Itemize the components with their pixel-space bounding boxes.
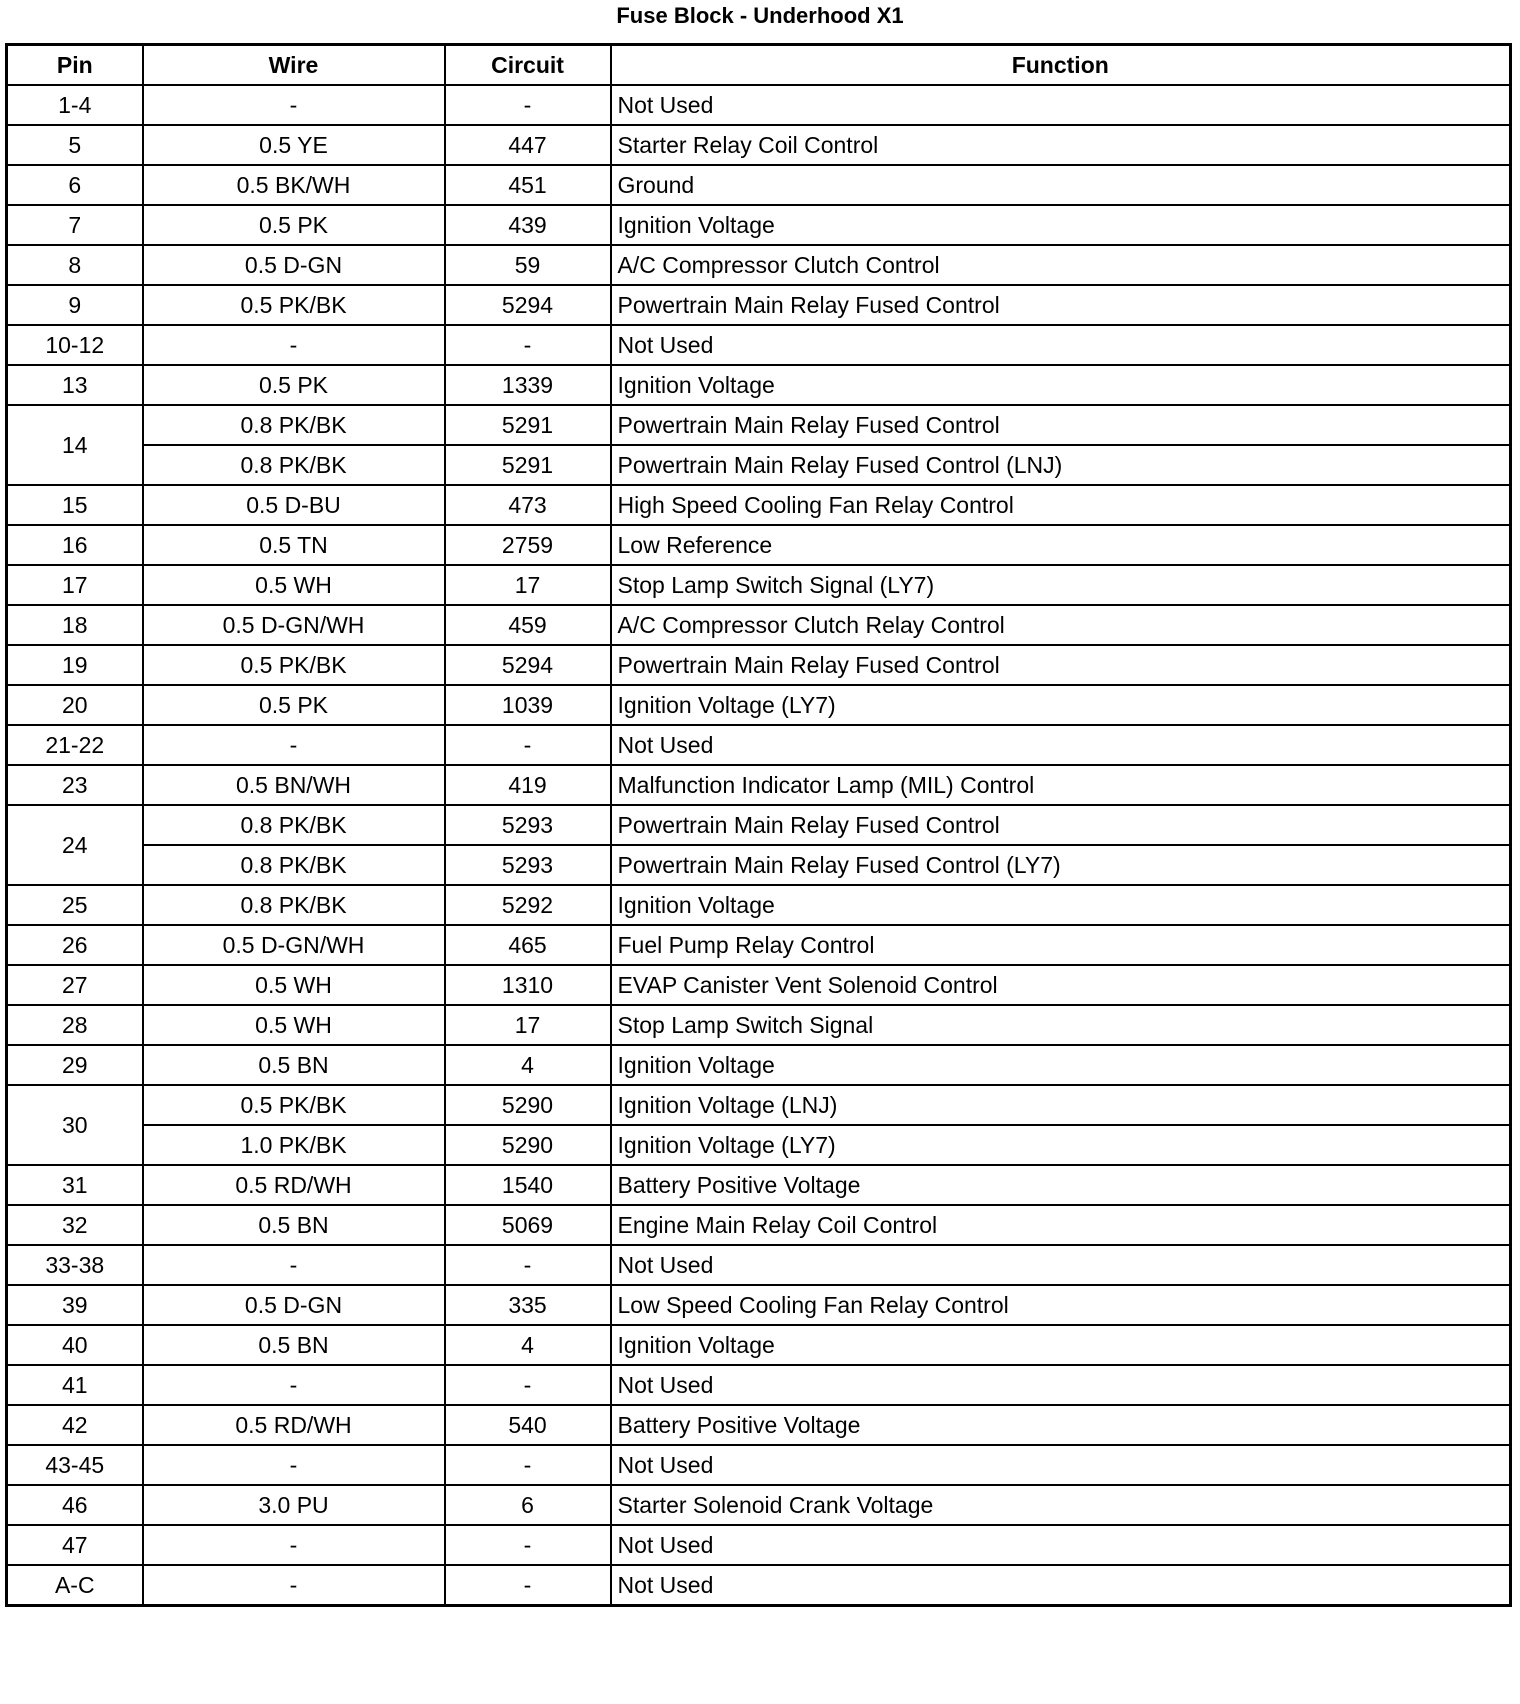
wire-cell: 0.5 D-GN <box>143 245 445 285</box>
wire-cell: 0.5 D-GN/WH <box>143 605 445 645</box>
circuit-cell: 5069 <box>445 1205 611 1245</box>
table-row <box>7 405 1511 445</box>
pin-cell: 20 <box>7 685 143 725</box>
table-row <box>7 1485 1511 1525</box>
wire-cell: 0.5 BN <box>143 1205 445 1245</box>
function-cell: Powertrain Main Relay Fused Control <box>611 805 1511 845</box>
wire-cell: 0.5 TN <box>143 525 445 565</box>
wire-cell: 1.0 PK/BK <box>143 1125 445 1165</box>
table-row <box>7 805 1511 845</box>
wire-cell: 0.5 RD/WH <box>143 1405 445 1445</box>
pin-cell: 17 <box>7 565 143 605</box>
header-circuit: Circuit <box>445 45 611 86</box>
circuit-cell: 17 <box>445 1005 611 1045</box>
function-cell: Ignition Voltage (LNJ) <box>611 1085 1511 1125</box>
table-row <box>7 605 1511 645</box>
pin-cell: 23 <box>7 765 143 805</box>
circuit-cell: 5293 <box>445 805 611 845</box>
wire-cell: 0.5 BN <box>143 1325 445 1365</box>
wire-cell: 0.5 PK <box>143 365 445 405</box>
pin-cell: 41 <box>7 1365 143 1405</box>
function-cell: Ignition Voltage <box>611 1045 1511 1085</box>
pin-cell: A-C <box>7 1565 143 1606</box>
table-row <box>7 365 1511 405</box>
circuit-cell: 540 <box>445 1405 611 1445</box>
table-row <box>7 445 1511 485</box>
function-cell: Not Used <box>611 85 1511 125</box>
pin-cell: 6 <box>7 165 143 205</box>
pin-cell: 13 <box>7 365 143 405</box>
table-row <box>7 1245 1511 1285</box>
wire-cell: 0.5 BN/WH <box>143 765 445 805</box>
wire-cell: 0.5 YE <box>143 125 445 165</box>
table-row <box>7 285 1511 325</box>
circuit-cell: 5290 <box>445 1125 611 1165</box>
table-row <box>7 565 1511 605</box>
table-row <box>7 1405 1511 1445</box>
circuit-cell: 1540 <box>445 1165 611 1205</box>
circuit-cell: 2759 <box>445 525 611 565</box>
function-cell: Ignition Voltage <box>611 885 1511 925</box>
pin-cell: 33-38 <box>7 1245 143 1285</box>
table-row <box>7 245 1511 285</box>
wire-cell: 0.5 PK/BK <box>143 1085 445 1125</box>
circuit-cell: - <box>445 85 611 125</box>
function-cell: EVAP Canister Vent Solenoid Control <box>611 965 1511 1005</box>
table-row <box>7 965 1511 1005</box>
wire-cell: 0.8 PK/BK <box>143 885 445 925</box>
function-cell: Malfunction Indicator Lamp (MIL) Control <box>611 765 1511 805</box>
function-cell: Ignition Voltage (LY7) <box>611 1125 1511 1165</box>
circuit-cell: 5290 <box>445 1085 611 1125</box>
pin-cell: 7 <box>7 205 143 245</box>
circuit-cell: - <box>445 725 611 765</box>
table-row <box>7 205 1511 245</box>
pin-cell: 26 <box>7 925 143 965</box>
pin-cell: 39 <box>7 1285 143 1325</box>
wire-cell: - <box>143 1365 445 1405</box>
pin-cell: 32 <box>7 1205 143 1245</box>
pin-cell: 10-12 <box>7 325 143 365</box>
table-row <box>7 165 1511 205</box>
circuit-cell: - <box>445 1365 611 1405</box>
circuit-cell: 59 <box>445 245 611 285</box>
function-cell: A/C Compressor Clutch Relay Control <box>611 605 1511 645</box>
function-cell: Powertrain Main Relay Fused Control <box>611 285 1511 325</box>
function-cell: Ground <box>611 165 1511 205</box>
circuit-cell: - <box>445 1445 611 1485</box>
function-cell: Ignition Voltage <box>611 365 1511 405</box>
circuit-cell: 1339 <box>445 365 611 405</box>
pin-cell: 47 <box>7 1525 143 1565</box>
circuit-cell: 5292 <box>445 885 611 925</box>
circuit-cell: 473 <box>445 485 611 525</box>
function-cell: Low Speed Cooling Fan Relay Control <box>611 1285 1511 1325</box>
wire-cell: 0.8 PK/BK <box>143 445 445 485</box>
pin-cell: 24 <box>7 805 143 885</box>
circuit-cell: 6 <box>445 1485 611 1525</box>
circuit-cell: 5294 <box>445 645 611 685</box>
pin-cell: 46 <box>7 1485 143 1525</box>
wire-cell: 0.5 PK <box>143 205 445 245</box>
pin-cell: 30 <box>7 1085 143 1165</box>
function-cell: Ignition Voltage (LY7) <box>611 685 1511 725</box>
circuit-cell: 5294 <box>445 285 611 325</box>
table-row <box>7 1045 1511 1085</box>
pin-cell: 1-4 <box>7 85 143 125</box>
wire-cell: 0.5 PK/BK <box>143 645 445 685</box>
table-row <box>7 85 1511 125</box>
wire-cell: 0.5 WH <box>143 565 445 605</box>
table-row <box>7 725 1511 765</box>
pin-cell: 8 <box>7 245 143 285</box>
pin-cell: 5 <box>7 125 143 165</box>
table-row <box>7 925 1511 965</box>
table-row <box>7 765 1511 805</box>
function-cell: Not Used <box>611 1565 1511 1606</box>
pin-cell: 25 <box>7 885 143 925</box>
function-cell: Not Used <box>611 1525 1511 1565</box>
function-cell: Powertrain Main Relay Fused Control <box>611 645 1511 685</box>
circuit-cell: 335 <box>445 1285 611 1325</box>
function-cell: Starter Solenoid Crank Voltage <box>611 1485 1511 1525</box>
wire-cell: 0.5 D-GN/WH <box>143 925 445 965</box>
wire-cell: 0.8 PK/BK <box>143 405 445 445</box>
function-cell: Not Used <box>611 1245 1511 1285</box>
circuit-cell: 1310 <box>445 965 611 1005</box>
table-row <box>7 885 1511 925</box>
table-row <box>7 845 1511 885</box>
function-cell: Powertrain Main Relay Fused Control <box>611 405 1511 445</box>
table-row <box>7 1205 1511 1245</box>
wire-cell: - <box>143 1525 445 1565</box>
pinout-table <box>5 43 1512 1607</box>
function-cell: Starter Relay Coil Control <box>611 125 1511 165</box>
wire-cell: - <box>143 725 445 765</box>
table-row <box>7 1565 1511 1606</box>
circuit-cell: - <box>445 325 611 365</box>
function-cell: Engine Main Relay Coil Control <box>611 1205 1511 1245</box>
table-row <box>7 1325 1511 1365</box>
table-row <box>7 1005 1511 1045</box>
wire-cell: 0.5 BN <box>143 1045 445 1085</box>
wire-cell: 0.5 D-BU <box>143 485 445 525</box>
circuit-cell: 4 <box>445 1045 611 1085</box>
table-body <box>7 85 1511 1606</box>
circuit-cell: 1039 <box>445 685 611 725</box>
pin-cell: 40 <box>7 1325 143 1365</box>
page-title: Fuse Block - Underhood X1 <box>616 3 904 28</box>
function-cell: Not Used <box>611 325 1511 365</box>
circuit-cell: 17 <box>445 565 611 605</box>
pin-cell: 16 <box>7 525 143 565</box>
pin-cell: 42 <box>7 1405 143 1445</box>
circuit-cell: 459 <box>445 605 611 645</box>
wire-cell: - <box>143 1245 445 1285</box>
pin-cell: 43-45 <box>7 1445 143 1485</box>
circuit-cell: 447 <box>445 125 611 165</box>
header-row <box>7 45 1511 86</box>
wire-cell: 3.0 PU <box>143 1485 445 1525</box>
table-row <box>7 1085 1511 1125</box>
table-row <box>7 1285 1511 1325</box>
circuit-cell: 451 <box>445 165 611 205</box>
wire-cell: 0.8 PK/BK <box>143 845 445 885</box>
pin-cell: 15 <box>7 485 143 525</box>
table-row <box>7 1445 1511 1485</box>
wire-cell: - <box>143 325 445 365</box>
table-row <box>7 1125 1511 1165</box>
pin-cell: 14 <box>7 405 143 485</box>
circuit-cell: - <box>445 1245 611 1285</box>
table-row <box>7 1365 1511 1405</box>
pin-cell: 31 <box>7 1165 143 1205</box>
pin-cell: 21-22 <box>7 725 143 765</box>
wire-cell: 0.5 D-GN <box>143 1285 445 1325</box>
function-cell: Not Used <box>611 1445 1511 1485</box>
table-row <box>7 485 1511 525</box>
header-wire: Wire <box>143 45 445 86</box>
circuit-cell: 5291 <box>445 445 611 485</box>
function-cell: Fuel Pump Relay Control <box>611 925 1511 965</box>
wire-cell: 0.5 PK <box>143 685 445 725</box>
wire-cell: 0.5 RD/WH <box>143 1165 445 1205</box>
wire-cell: - <box>143 85 445 125</box>
circuit-cell: 439 <box>445 205 611 245</box>
table-row <box>7 1525 1511 1565</box>
pin-cell: 27 <box>7 965 143 1005</box>
circuit-cell: 465 <box>445 925 611 965</box>
circuit-cell: - <box>445 1525 611 1565</box>
circuit-cell: 4 <box>445 1325 611 1365</box>
pin-cell: 9 <box>7 285 143 325</box>
function-cell: High Speed Cooling Fan Relay Control <box>611 485 1511 525</box>
function-cell: Not Used <box>611 1365 1511 1405</box>
circuit-cell: 5293 <box>445 845 611 885</box>
function-cell: Not Used <box>611 725 1511 765</box>
header-pin: Pin <box>7 45 143 86</box>
function-cell: Stop Lamp Switch Signal (LY7) <box>611 565 1511 605</box>
table-row <box>7 325 1511 365</box>
table-row <box>7 1165 1511 1205</box>
table-row <box>7 125 1511 165</box>
wire-cell: 0.8 PK/BK <box>143 805 445 845</box>
circuit-cell: 5291 <box>445 405 611 445</box>
table-row <box>7 645 1511 685</box>
wire-cell: - <box>143 1445 445 1485</box>
wire-cell: 0.5 WH <box>143 965 445 1005</box>
header-function: Function <box>611 45 1511 86</box>
function-cell: Stop Lamp Switch Signal <box>611 1005 1511 1045</box>
wire-cell: 0.5 BK/WH <box>143 165 445 205</box>
function-cell: Low Reference <box>611 525 1511 565</box>
wire-cell: - <box>143 1565 445 1606</box>
function-cell: Battery Positive Voltage <box>611 1165 1511 1205</box>
pin-cell: 18 <box>7 605 143 645</box>
pin-cell: 29 <box>7 1045 143 1085</box>
wire-cell: 0.5 WH <box>143 1005 445 1045</box>
pin-cell: 19 <box>7 645 143 685</box>
function-cell: Powertrain Main Relay Fused Control (LY7) <box>611 845 1511 885</box>
function-cell: Powertrain Main Relay Fused Control (LNJ) <box>611 445 1511 485</box>
function-cell: Ignition Voltage <box>611 1325 1511 1365</box>
function-cell: A/C Compressor Clutch Control <box>611 245 1511 285</box>
function-cell: Battery Positive Voltage <box>611 1405 1511 1445</box>
table-row <box>7 685 1511 725</box>
function-cell: Ignition Voltage <box>611 205 1511 245</box>
circuit-cell: 419 <box>445 765 611 805</box>
wire-cell: 0.5 PK/BK <box>143 285 445 325</box>
pin-cell: 28 <box>7 1005 143 1045</box>
table-row <box>7 525 1511 565</box>
circuit-cell: - <box>445 1565 611 1606</box>
